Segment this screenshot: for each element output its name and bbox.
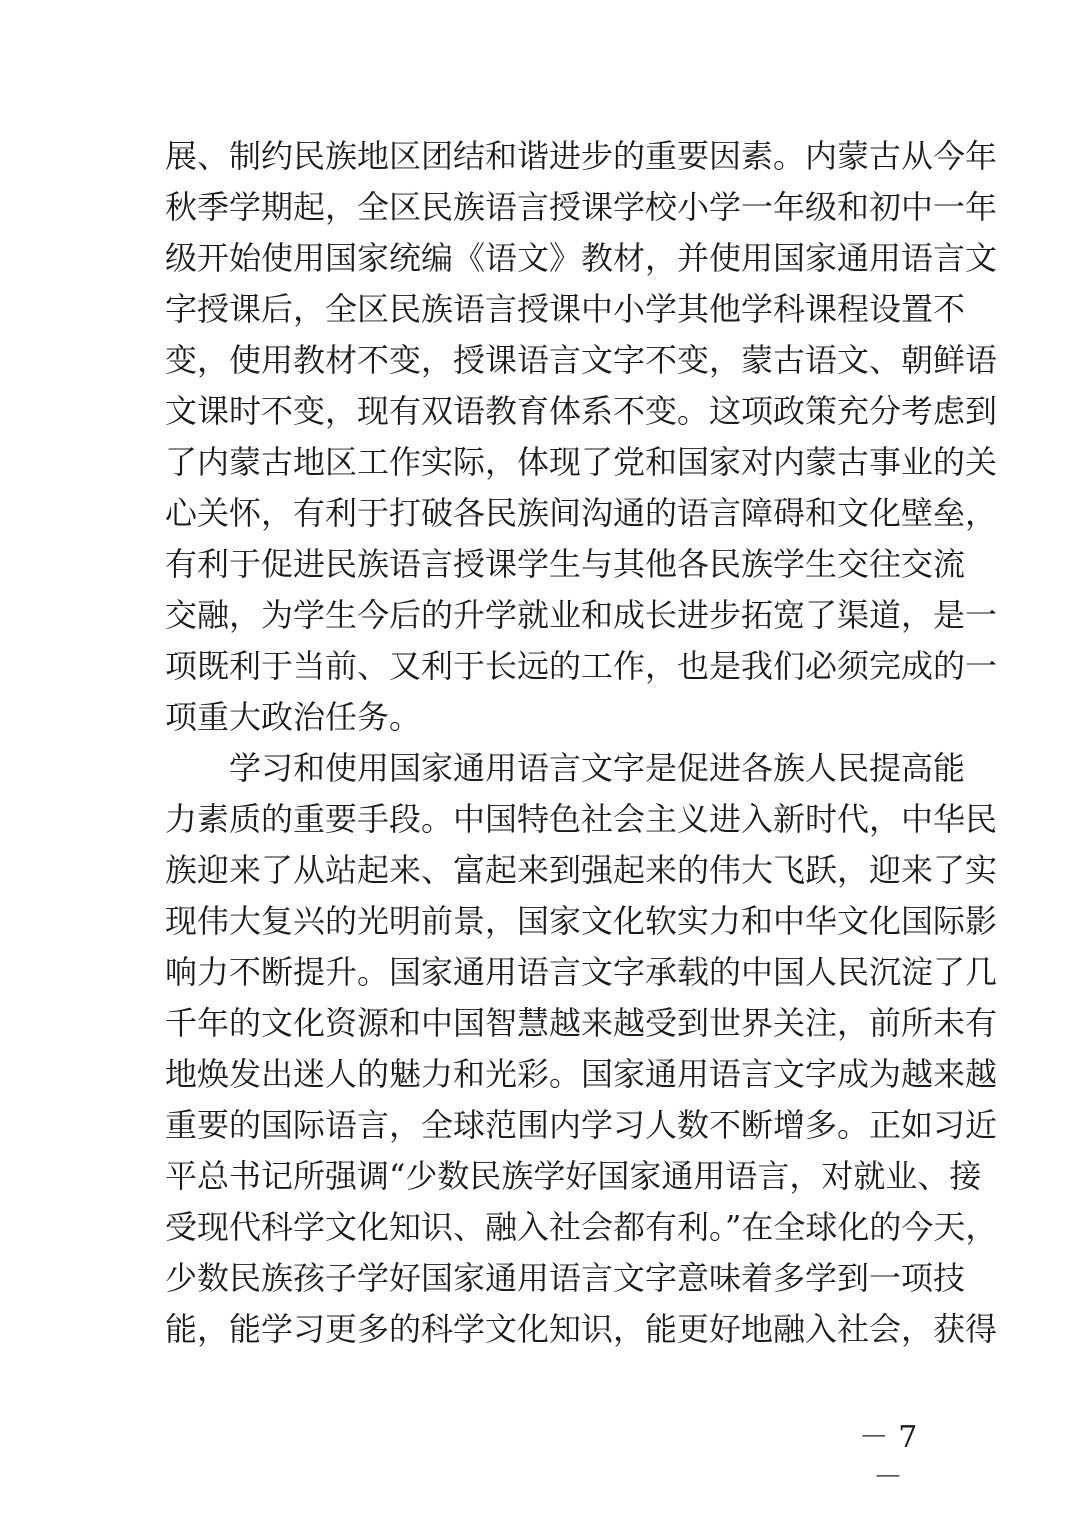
body-text xyxy=(165,131,998,1355)
text-line: 项重大政治任务。 xyxy=(165,698,422,736)
text-line: 少数民族孩子学好国家通用语言文字意味着多学到一项技 xyxy=(165,1259,966,1297)
text-line: 交融，为学生今后的升学就业和成长进步拓宽了渠道，是一 xyxy=(165,596,998,634)
text-line: 展、制约民族地区团结和谐进步的重要因素。内蒙古从今年 xyxy=(165,137,998,175)
page-number: － 7 － xyxy=(858,1420,918,1495)
text-line: 学习和使用国家通用语言文字是促进各族人民提高能 xyxy=(165,749,966,787)
text-line: 地焕发出迷人的魅力和光彩。国家通用语言文字成为越来越 xyxy=(165,1055,998,1093)
text-line: 力素质的重要手段。中国特色社会主义进入新时代，中华民 xyxy=(165,800,998,838)
text-line: 文课时不变，现有双语教育体系不变。这项政策充分考虑到 xyxy=(165,392,998,430)
text-line: 心关怀，有利于打破各民族间沟通的语言障碍和文化壁垒， xyxy=(165,494,998,532)
text-line: 了内蒙古地区工作实际，体现了党和国家对内蒙古事业的关 xyxy=(165,443,998,481)
text-line: 现伟大复兴的光明前景，国家文化软实力和中华文化国际影 xyxy=(165,902,998,940)
text-line: 响力不断提升。国家通用语言文字承载的中国人民沉淀了几 xyxy=(165,953,998,991)
text-line: 项既利于当前、又利于长远的工作，也是我们必须完成的一 xyxy=(165,647,998,685)
text-line: 有利于促进民族语言授课学生与其他各民族学生交往交流 xyxy=(165,545,966,583)
text-line: 能，能学习更多的科学文化知识，能更好地融入社会，获得 xyxy=(165,1310,998,1348)
text-line: 重要的国际语言，全球范围内学习人数不断增多。正如习近 xyxy=(165,1106,998,1144)
text-line: 受现代科学文化知识、融入社会都有利。”在全球化的今天， xyxy=(165,1208,998,1246)
text-line: 秋季学期起，全区民族语言授课学校小学一年级和初中一年 xyxy=(165,188,998,226)
text-line: 千年的文化资源和中国智慧越来越受到世界关注，前所未有 xyxy=(165,1004,998,1042)
text-line: 平总书记所强调“少数民族学好国家通用语言，对就业、接 xyxy=(165,1157,982,1195)
text-line: 级开始使用国家统编《语文》教材，并使用国家通用语言文 xyxy=(165,239,998,277)
text-line: 变，使用教材不变，授课语言文字不变，蒙古语文、朝鲜语 xyxy=(165,341,998,379)
text-line: 族迎来了从站起来、富起来到强起来的伟大飞跃，迎来了实 xyxy=(165,851,998,889)
text-line: 字授课后，全区民族语言授课中小学其他学科课程设置不 xyxy=(165,290,966,328)
